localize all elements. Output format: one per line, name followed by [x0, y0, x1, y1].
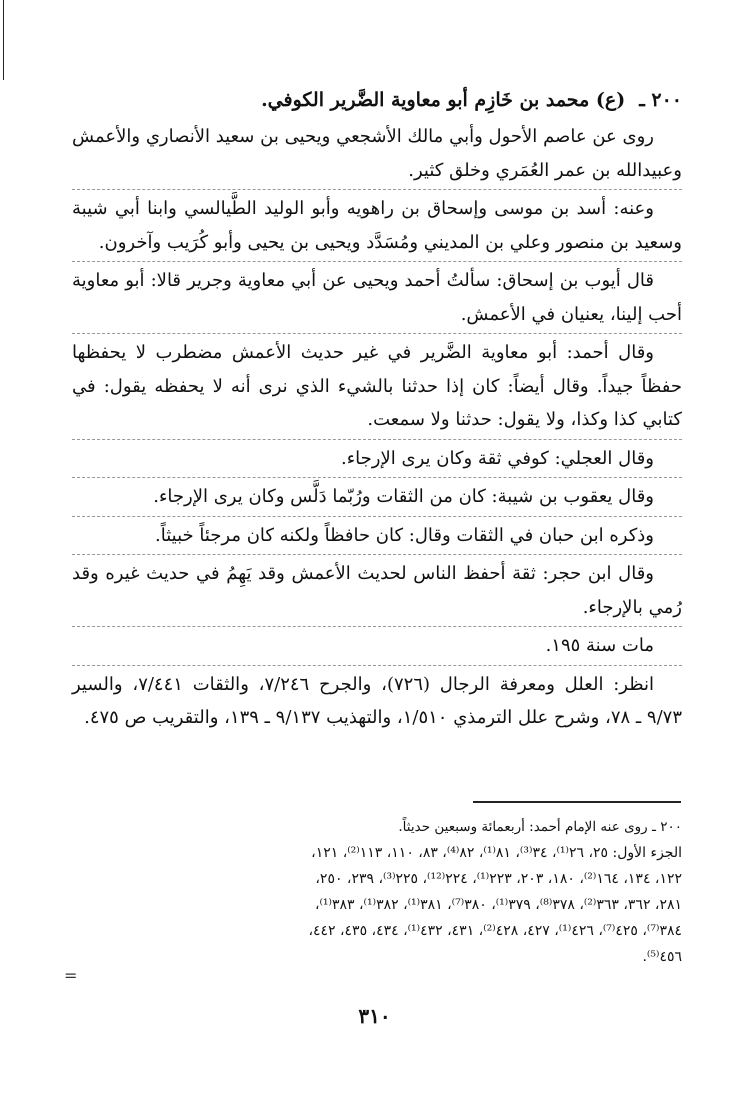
paragraph-references: انظر: العلل ومعرفة الرجال (٧٢٦)، والجرح ٧/٢٤٦، والثقات ٧/٤٤١، والسير ٩/٧٣ ـ ٧٨، وشرح علل الترمذي ١/٥١٠، والتهذيب ٩/١٣٧ ـ ١٣٩، والتقريب ص ٤٧٥. [72, 673, 682, 728]
footnotes [72, 814, 682, 970]
entry-number: ٢٠٠ ـ [639, 89, 682, 111]
paragraph-narrators-to: وعنه: أسد بن موسى وإسحاق بن راهويه وأبو الوليد الطَّيالسي وابنا أبي شيبة وسعيد بن منصور وعلي بن المديني ومُسَدَّد ويحيى بن يحيى وأبو كُرَيب وآخرون. [72, 198, 682, 253]
footnote-line: ٤٥٦⁽⁵⁾. [642, 949, 682, 965]
divider [72, 333, 682, 334]
page-body [72, 84, 682, 735]
footnote-line: ٣٨٤⁽⁷⁾، ٤٢٥⁽⁷⁾، ٤٢٦⁽¹⁾، ٤٢٧، ٤٢٨⁽²⁾، ٤٣١، ٤٣٢⁽¹⁾، ٤٣٤، ٤٣٥، ٤٤٢، [308, 923, 682, 939]
paragraph-ibn-hibban: وذكره ابن حبان في الثقات وقال: كان حافظاً ولكنه كان مرجئاً خبيثاً. [155, 524, 654, 546]
footnote-rule [473, 801, 681, 803]
divider [72, 516, 682, 517]
paragraph-ahmad: وقال أحمد: أبو معاوية الضَّرير في غير حديث الأعمش مضطرب لا يحفظها حفظاً جيداً. وقال أيضاً: كان إذا حدثنا بالشيء الذي نرى أنه لا يحفظه يقول: في كتابي كذا وكذا، ولا يقول: حدثنا ولا سمعت. [72, 342, 682, 430]
footnote-line: ١٢٢، ١٣٤، ١٦٤⁽²⁾، ١٨٠، ٢٠٣، ٢٢٣⁽¹⁾، ٢٢٤⁽¹²⁾، ٢٢٥⁽³⁾، ٢٣٩، ٢٥٠، [315, 871, 682, 887]
footnote-line: ٢٠٠ ـ روى عنه الإمام أحمد: أربعمائة وسبعين حديثاً. [398, 819, 682, 835]
paragraph-ayyub: قال أيوب بن إسحاق: سألتُ أحمد ويحيى عن أبي معاوية وجرير قالا: أبو معاوية أحب إلينا، يعنيان في الأعمش. [72, 270, 682, 325]
paragraph-ijli: وقال العجلي: كوفي ثقة وكان يرى الإرجاء. [341, 447, 654, 469]
paragraph-narrators-from: روى عن عاصم الأحول وأبي مالك الأشجعي ويحيى بن سعيد الأنصاري والأعمش وعبيدالله بن عمر العُمَري وخلق كثير. [72, 126, 682, 181]
divider [72, 439, 682, 440]
divider [72, 189, 682, 190]
entry-title: (ع) محمد بن خَازِم أبو معاوية الضَّرير الكوفي. [261, 89, 626, 111]
divider [72, 261, 682, 262]
paragraph-yaqub: وقال يعقوب بن شيبة: كان من الثقات ورُبّما دَلَّس وكان يرى الإرجاء. [153, 486, 654, 507]
margin-mark: = [64, 966, 78, 985]
divider [72, 665, 682, 666]
entry-heading [72, 84, 682, 116]
paragraph-death-year: مات سنة ١٩٥. [545, 635, 654, 656]
divider [72, 477, 682, 478]
divider [72, 554, 682, 555]
left-margin-rule [3, 0, 4, 80]
paragraph-ibn-hajar: وقال ابن حجر: ثقة أحفظ الناس لحديث الأعمش وقد يَهِمُ في حديث غيره وقد رُمي بالإرجاء. [72, 563, 682, 618]
footnote-line: الجزء الأول: ٢٥، ٢٦⁽¹⁾، ٣٤⁽³⁾، ٨١⁽¹⁾، ٨٢⁽⁴⁾، ٨٣، ١١٠، ١١٣⁽²⁾، ١٢١، [311, 845, 682, 861]
divider [72, 626, 682, 627]
page-number: ٣١٠ [358, 1004, 391, 1028]
footnote-line: ٢٨١، ٣٦٢، ٣٦٣⁽²⁾، ٣٧٨⁽⁸⁾، ٣٧٩⁽¹⁾، ٣٨٠⁽⁷⁾، ٣٨١⁽¹⁾، ٣٨٢⁽¹⁾، ٣٨٣⁽¹⁾، [314, 897, 682, 913]
